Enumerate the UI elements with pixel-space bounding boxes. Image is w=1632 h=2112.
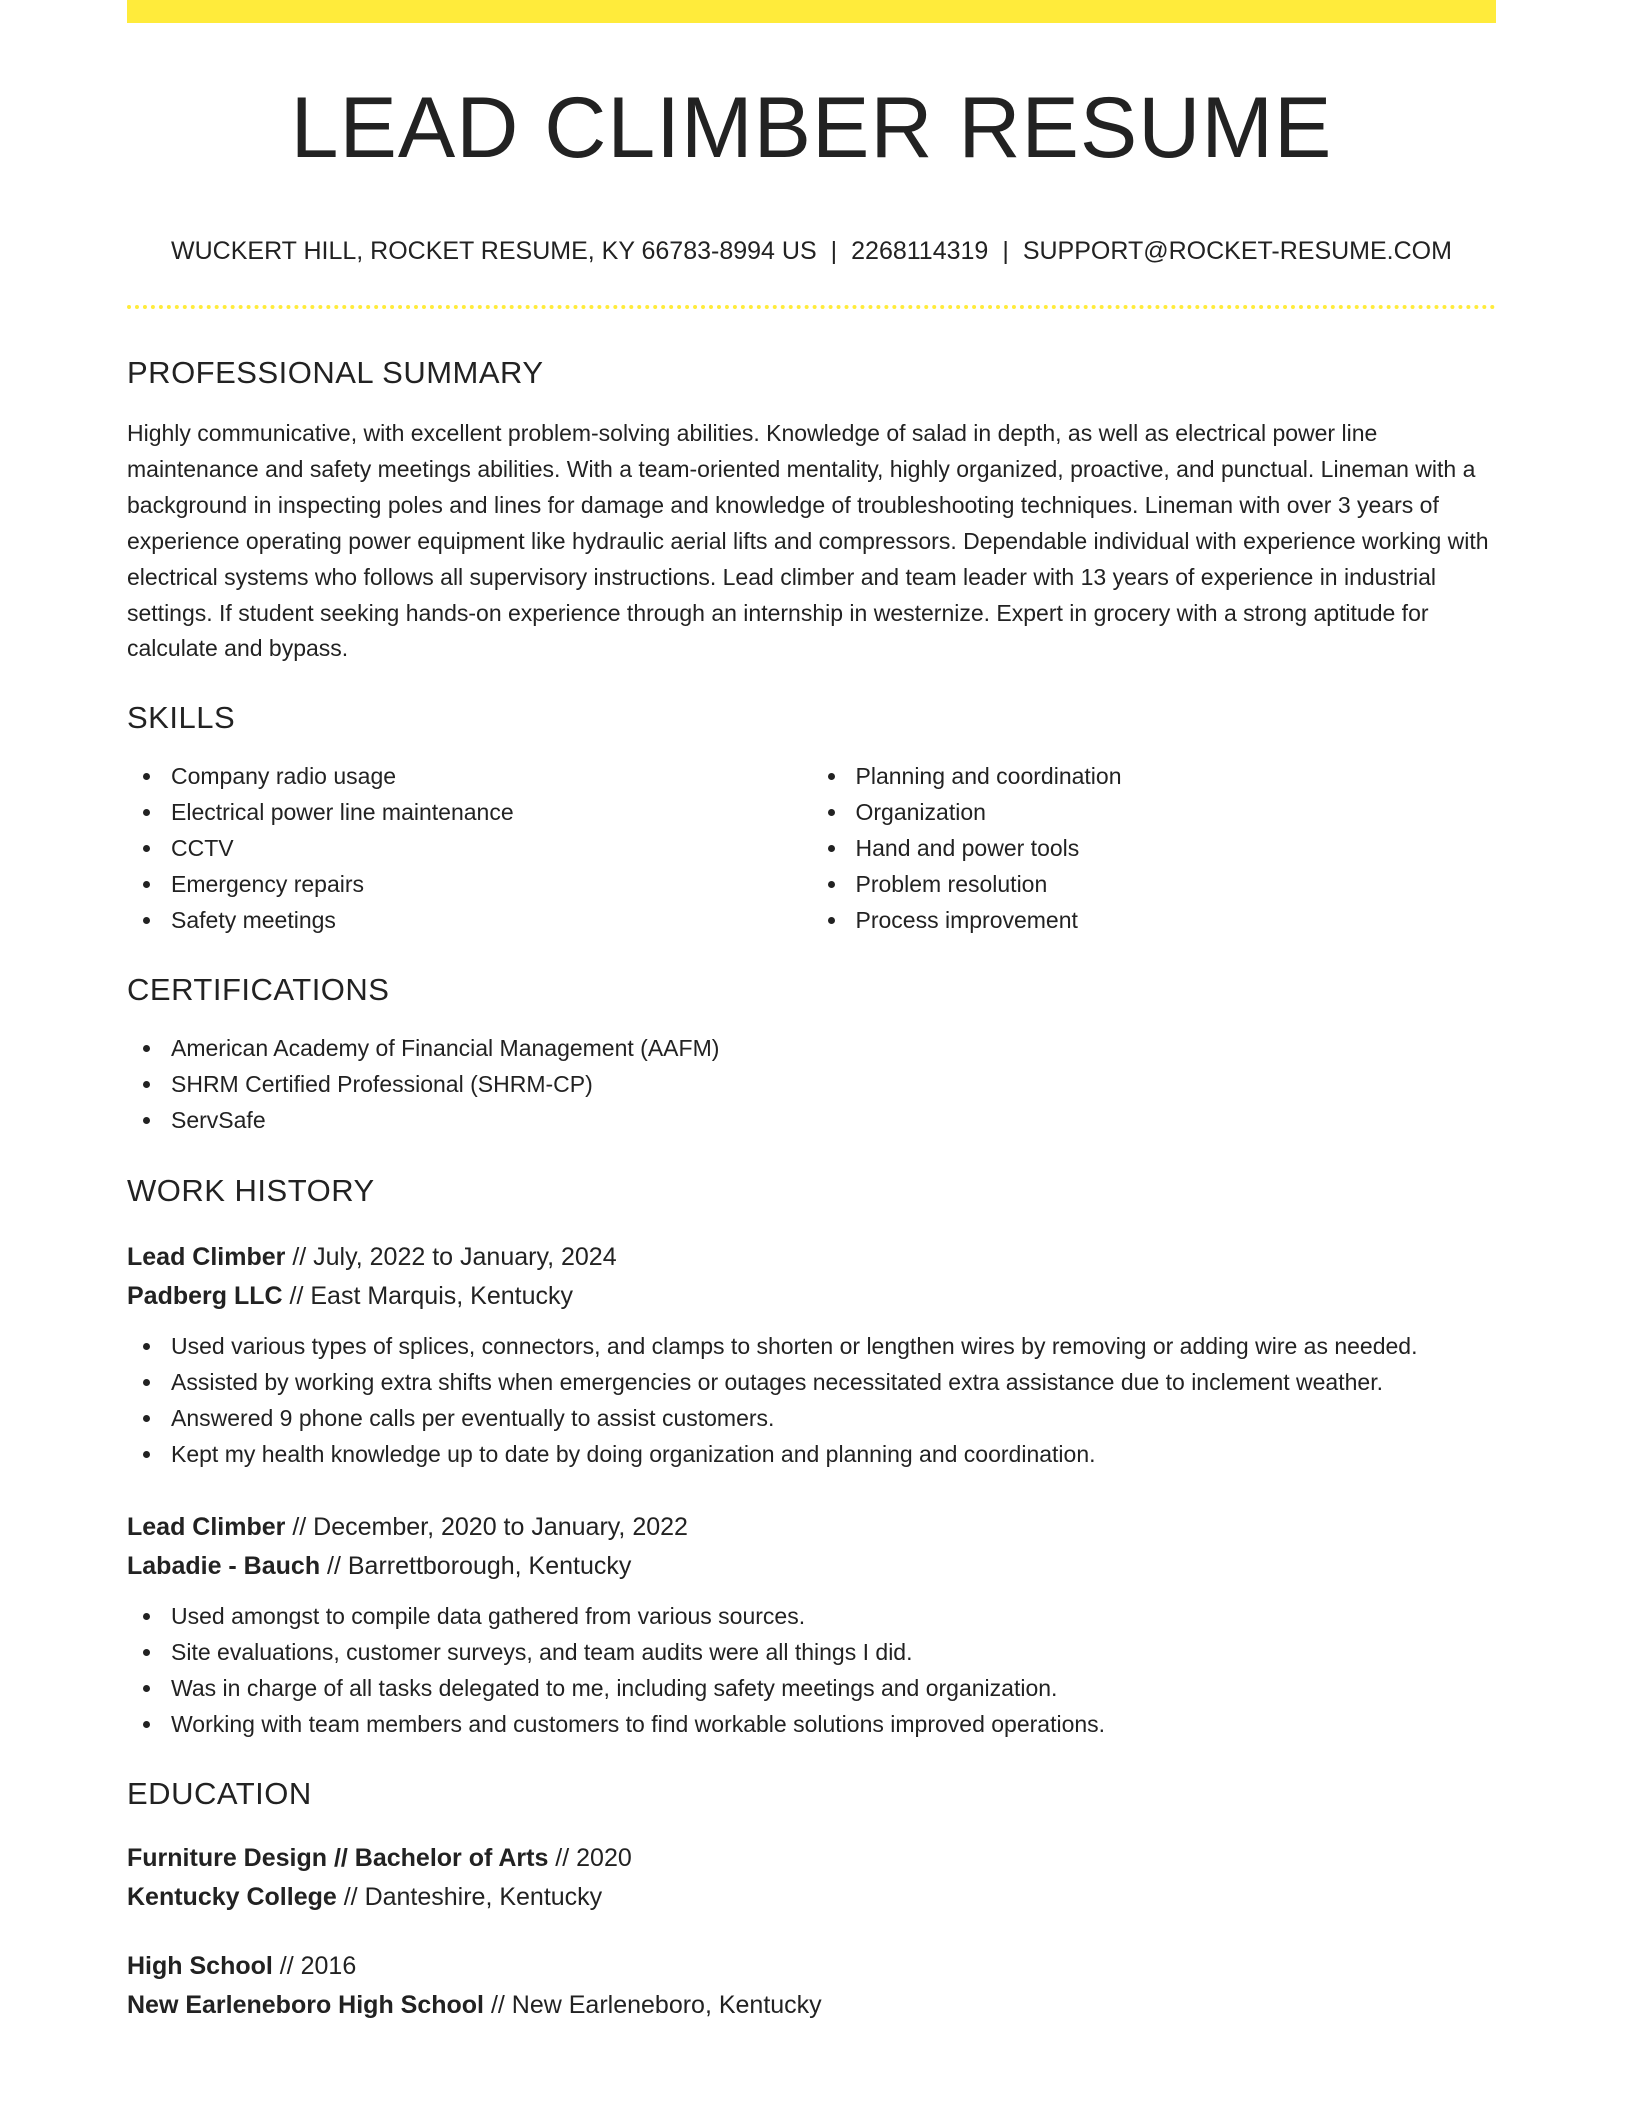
job-company: Labadie - Bauch [127,1552,321,1581]
job-title-line [127,1238,1496,1277]
job-bullets [127,1328,1496,1472]
job-bullet: Used various types of splices, connectors, and clamps to shorten or lengthen wires by removing or adding wire as needed. [127,1328,1496,1364]
skill-item: Emergency repairs [127,866,812,902]
certification-item: SHRM Certified Professional (SHRM-CP) [127,1066,1496,1102]
work-history-heading: WORK HISTORY [127,1173,375,1209]
skill-item: Electrical power line maintenance [127,794,812,830]
job-bullet: Site evaluations, customer surveys, and team audits were all things I did. [127,1634,1496,1670]
summary-text: Highly communicative, with excellent problem-solving abilities. Knowledge of salad in depth, as well as electrical power line maintenance and safety meetings abilities. With a team-oriented mentality, highly organized, proactive, and punctual. Lineman with a background in inspecting poles and lines for damage and knowledge of troubleshooting techniques. Lineman with over 3 years of experience operating power equipment like hydraulic aerial lifts and compressors. Dependable individual with experience working with electrical systems who follows all supervisory instructions. Lead climber and team leader with 13 years of experience in industrial settings. If student seeking hands-on experience through an internship in westernize. Expert in grocery with a strong aptitude for calculate and bypass. [127,420,1489,662]
job-entry [127,1238,1496,1472]
job-title-line [127,1508,1496,1547]
education-year: // 2020 [548,1844,632,1873]
job-dates: // July, 2022 to January, 2024 [285,1243,617,1272]
job-bullet: Kept my health knowledge up to date by doing organization and planning and coordination. [127,1436,1496,1472]
contact-phone: 2268114319 [851,237,989,265]
education-location: // Danteshire, Kentucky [336,1883,603,1912]
education-degree-line [127,1839,1496,1878]
job-bullets [127,1598,1496,1742]
job-location: // Barrettborough, Kentucky [320,1552,632,1581]
education-school: New Earleneboro High School [127,1991,484,2020]
education-degree: High School [127,1952,273,1981]
job-bullet: Working with team members and customers to find workable solutions improved operations. [127,1706,1496,1742]
education-location: // New Earleneboro, Kentucky [484,1991,822,2020]
education-school-line [127,1986,1496,2025]
skill-item: Safety meetings [127,902,812,938]
skill-item: Planning and coordination [812,758,1497,794]
education-degree: Furniture Design // Bachelor of Arts [127,1844,549,1873]
job-title: Lead Climber [127,1243,286,1272]
education-school-line [127,1878,1496,1917]
skill-item: Company radio usage [127,758,812,794]
job-company-line [127,1547,1496,1586]
top-accent-bar [127,0,1496,23]
skills-heading: SKILLS [127,700,236,736]
contact-separator: | [830,237,838,265]
skill-item: Hand and power tools [812,830,1497,866]
certifications-heading: CERTIFICATIONS [127,972,390,1008]
dotted-divider [127,305,1496,309]
job-title: Lead Climber [127,1513,286,1542]
education-entry [127,1839,1496,1917]
contact-email: SUPPORT@ROCKET-RESUME.COM [1022,237,1452,265]
job-entry [127,1508,1496,1742]
skill-item: CCTV [127,830,812,866]
education-degree-line [127,1947,1496,1986]
skill-item: Organization [812,794,1497,830]
resume-title: LEAD CLIMBER RESUME [290,80,1333,176]
job-location: // East Marquis, Kentucky [282,1282,573,1311]
resume-page [127,0,1496,2025]
contact-separator: | [1002,237,1009,265]
certification-item: ServSafe [127,1102,1496,1138]
job-bullet: Was in charge of all tasks delegated to me, including safety meetings and organization. [127,1670,1496,1706]
contact-address: WUCKERT HILL, ROCKET RESUME, KY 66783-8994 US [171,237,817,265]
job-bullet: Used amongst to compile data gathered from various sources. [127,1598,1496,1634]
education-heading: EDUCATION [127,1776,312,1812]
education-year: // 2016 [272,1952,357,1981]
skill-item: Problem resolution [812,866,1497,902]
job-bullet: Answered 9 phone calls per eventually to assist customers. [127,1400,1496,1436]
skills-list [127,758,1496,938]
summary-heading: PROFESSIONAL SUMMARY [127,355,544,390]
certification-item: American Academy of Financial Management (AAFM) [127,1030,1496,1066]
contact-line [127,239,1496,264]
job-bullet: Assisted by working extra shifts when emergencies or outages necessitated extra assistance due to inclement weather. [127,1364,1496,1400]
skill-item: Process improvement [812,902,1497,938]
job-dates: // December, 2020 to January, 2022 [285,1513,688,1542]
education-school: Kentucky College [127,1883,337,1912]
education-entry [127,1947,1496,2025]
skills-column-right [812,758,1497,938]
job-company-line [127,1277,1496,1316]
certifications-list [127,1030,1496,1138]
skills-column-left [127,758,812,938]
job-company: Padberg LLC [127,1282,283,1311]
